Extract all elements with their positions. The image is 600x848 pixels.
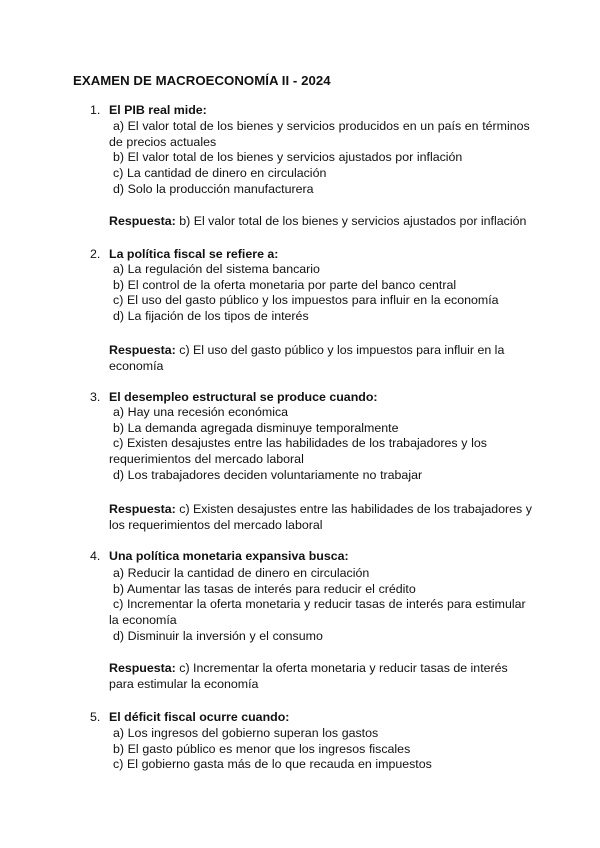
option-d: d) Los trabajadores deciden voluntariamente no trabajar bbox=[113, 467, 423, 482]
option-b: b) El gasto público es menor que los ingresos fiscales bbox=[113, 741, 411, 756]
answer-4 bbox=[109, 660, 534, 692]
option-a: a) La regulación del sistema bancario bbox=[113, 262, 320, 276]
option-b: b) El control de la oferta monetaria por parte del banco central bbox=[113, 277, 457, 292]
option-d: d) La fijación de los tipos de interés bbox=[113, 309, 309, 324]
option-d: d) Solo la producción manufacturera bbox=[113, 181, 314, 196]
question-number: 1. bbox=[90, 103, 101, 117]
question-1-options bbox=[109, 119, 534, 198]
option-a: a) El valor total de los bienes y servicios producidos en un país en términos de precios actuales bbox=[109, 119, 530, 149]
question-number: 3. bbox=[90, 390, 101, 404]
option-c: c) El uso del gasto público y los impuestos para influir en la economía bbox=[113, 293, 499, 308]
question-5-options bbox=[109, 726, 534, 773]
answer-label: Respuesta: bbox=[109, 502, 176, 516]
option-b: b) Aumentar las tasas de interés para reducir el crédito bbox=[113, 581, 416, 596]
answer-text: c) Existen desajustes entre las habilidades de los trabajadores y los requerimientos del mercado laboral bbox=[109, 502, 532, 532]
question-2-options bbox=[109, 262, 534, 325]
option-b: b) La demanda agregada disminuye temporalmente bbox=[113, 420, 399, 435]
option-a: a) Hay una recesión económica bbox=[113, 405, 289, 419]
option-b: b) El valor total de los bienes y servicios ajustados por inflación bbox=[113, 150, 463, 165]
option-a: a) Reducir la cantidad de dinero en circulación bbox=[113, 566, 370, 580]
answer-text: b) El valor total de los bienes y servicios ajustados por inflación bbox=[179, 214, 527, 228]
exam-title: EXAMEN DE MACROECONOMÍA II - 2024 bbox=[73, 73, 331, 88]
question-number: 5. bbox=[90, 710, 101, 724]
answer-1 bbox=[109, 213, 534, 229]
question-text: El déficit fiscal ocurre cuando: bbox=[109, 710, 290, 724]
question-4-options bbox=[109, 566, 534, 645]
option-c: c) La cantidad de dinero en circulación bbox=[113, 166, 327, 181]
question-number: 4. bbox=[90, 549, 101, 563]
answer-text: c) El uso del gasto público y los impuestos para influir en la economía bbox=[109, 343, 505, 373]
answer-label: Respuesta: bbox=[109, 343, 176, 357]
answer-label: Respuesta: bbox=[109, 661, 176, 675]
question-text: El PIB real mide: bbox=[109, 103, 207, 117]
question-text: El desempleo estructural se produce cuando: bbox=[109, 390, 378, 404]
answer-2 bbox=[109, 342, 534, 374]
question-text: La política fiscal se refiere a: bbox=[109, 247, 279, 261]
option-d: d) Disminuir la inversión y el consumo bbox=[113, 628, 323, 643]
answer-label: Respuesta: bbox=[109, 214, 176, 228]
option-c: c) Existen desajustes entre las habilidades de los trabajadores y los requerimientos del mercado laboral bbox=[109, 436, 487, 467]
question-3-options bbox=[109, 405, 534, 484]
option-a: a) Los ingresos del gobierno superan los gastos bbox=[113, 726, 379, 740]
question-number: 2. bbox=[90, 247, 101, 261]
question-text: Una política monetaria expansiva busca: bbox=[109, 549, 349, 563]
option-c: c) El gobierno gasta más de lo que recauda en impuestos bbox=[113, 757, 432, 772]
option-c: c) Incrementar la oferta monetaria y reducir tasas de interés para estimular la economía bbox=[109, 597, 526, 628]
answer-3 bbox=[109, 501, 534, 533]
answer-text: c) Incrementar la oferta monetaria y reducir tasas de interés para estimular la economía bbox=[109, 661, 508, 691]
